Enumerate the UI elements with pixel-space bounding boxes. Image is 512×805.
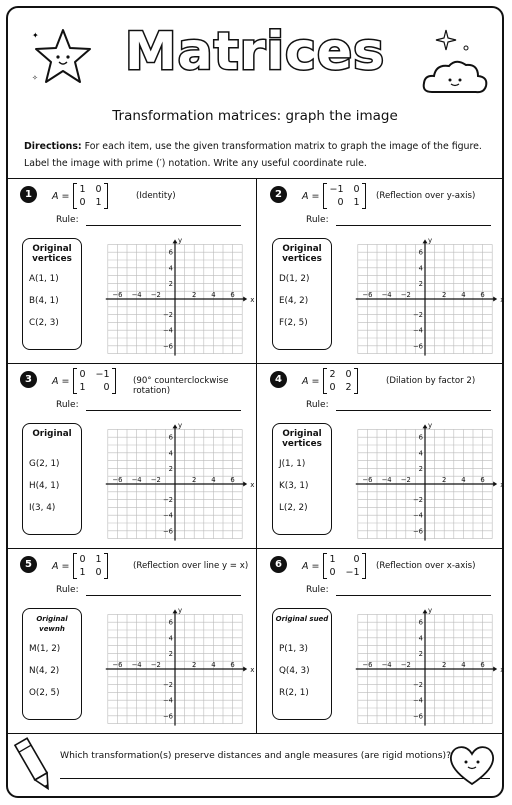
rule-label: Rule: xyxy=(56,400,79,410)
vertex-label: D(1, 2) xyxy=(279,274,310,284)
y-tick-label: −6 xyxy=(162,527,173,536)
y-tick-label: 2 xyxy=(168,649,173,658)
footer-question: Which transformation(s) preserve distances and angle measures (are rigid motions)? xyxy=(60,750,451,761)
vertices-box-title: Original sued xyxy=(275,615,329,623)
svg-text:✦: ✦ xyxy=(32,31,39,40)
matrix-entry: 0 xyxy=(337,197,344,208)
svg-text:✧: ✧ xyxy=(32,74,38,82)
y-tick-label: 6 xyxy=(168,248,173,257)
problem-number: 5 xyxy=(20,556,37,573)
y-tick-label: −2 xyxy=(162,681,173,690)
matrix-entry: 0 xyxy=(353,184,360,195)
coordinate-grid[interactable] xyxy=(103,418,253,543)
x-axis-arrow xyxy=(243,297,247,302)
matrix-bracket xyxy=(323,553,365,579)
page-subtitle: Transformation matrices: graph the image xyxy=(112,108,398,124)
x-tick-label: −4 xyxy=(131,291,142,299)
vertices-box-title: Original vertices xyxy=(282,244,322,264)
rule-answer-line[interactable] xyxy=(86,595,241,596)
vertices-box xyxy=(22,608,82,720)
vertices-box xyxy=(272,423,332,535)
matrix-entry: 0 xyxy=(353,554,360,565)
y-axis-arrow xyxy=(173,424,178,428)
coordinate-grid[interactable] xyxy=(353,603,503,728)
y-tick-label: −4 xyxy=(162,326,173,335)
x-tick-label: −6 xyxy=(362,661,373,669)
vertex-label: O(2, 5) xyxy=(29,688,60,698)
matrix-entry: 0 xyxy=(79,369,86,380)
vertex-label: I(3, 4) xyxy=(29,503,56,513)
problem-6 xyxy=(258,548,504,733)
divider-vertical xyxy=(256,178,257,733)
x-tick-label: −2 xyxy=(150,661,161,669)
y-tick-label: −4 xyxy=(162,696,173,705)
y-axis-label: y xyxy=(428,606,433,615)
problem-5 xyxy=(8,548,254,733)
matrix-entry: 1 xyxy=(79,382,86,393)
x-tick-label: 2 xyxy=(192,476,197,484)
vertex-label: C(2, 3) xyxy=(29,318,59,328)
x-tick-label: 6 xyxy=(480,291,485,299)
matrix-bracket xyxy=(323,183,365,209)
x-tick-label: 4 xyxy=(461,661,466,669)
transformation-description: (Reflection over line y = x) xyxy=(133,561,249,571)
rule-answer-line[interactable] xyxy=(336,410,491,411)
y-tick-label: 2 xyxy=(418,649,423,658)
problem-number: 2 xyxy=(270,186,287,203)
x-axis-arrow xyxy=(493,482,497,487)
coordinate-grid[interactable] xyxy=(103,233,253,358)
matrix-expression xyxy=(52,183,108,209)
vertex-label: L(2, 2) xyxy=(279,503,308,513)
x-tick-label: 4 xyxy=(211,661,216,669)
matrix-entry: 2 xyxy=(345,382,352,393)
rule-answer-line[interactable] xyxy=(336,225,491,226)
y-axis-arrow xyxy=(423,239,428,243)
matrix-prefix: A = xyxy=(52,190,70,202)
y-tick-label: −6 xyxy=(412,712,423,721)
x-tick-label: 2 xyxy=(192,291,197,299)
rule-label: Rule: xyxy=(306,215,329,225)
x-axis-label: x xyxy=(500,666,505,674)
x-axis-arrow xyxy=(243,482,247,487)
coordinate-grid[interactable] xyxy=(353,233,503,358)
vertex-label: F(2, 5) xyxy=(279,318,308,328)
vertex-label: G(2, 1) xyxy=(29,459,60,469)
vertices-box xyxy=(22,423,82,535)
x-tick-label: −6 xyxy=(112,476,123,484)
vertices-box-title: Original vertices xyxy=(32,244,72,264)
y-tick-label: 4 xyxy=(418,264,423,273)
matrix-entry: 0 xyxy=(79,554,86,565)
y-tick-label: 4 xyxy=(418,449,423,458)
x-tick-label: −4 xyxy=(381,661,392,669)
matrix-entry: 0 xyxy=(79,197,86,208)
y-tick-label: −2 xyxy=(412,311,423,320)
x-tick-label: −4 xyxy=(381,476,392,484)
matrix-bracket xyxy=(73,183,107,209)
heart-icon xyxy=(446,740,498,788)
problem-number: 4 xyxy=(270,371,287,388)
answer-line[interactable] xyxy=(60,778,490,779)
matrix-entry: 1 xyxy=(79,567,86,578)
rule-label: Rule: xyxy=(56,585,79,595)
matrix-entry: −1 xyxy=(345,567,360,578)
vertex-label: J(1, 1) xyxy=(279,459,306,469)
y-tick-label: 4 xyxy=(168,449,173,458)
vertices-box xyxy=(272,608,332,720)
matrix-expression xyxy=(302,183,366,209)
problem-number: 3 xyxy=(20,371,37,388)
y-axis-label: y xyxy=(178,606,183,615)
x-tick-label: 6 xyxy=(480,661,485,669)
y-tick-label: −6 xyxy=(162,342,173,351)
x-axis-label: x xyxy=(250,666,255,674)
x-tick-label: −4 xyxy=(381,291,392,299)
matrix-entry: 0 xyxy=(329,382,336,393)
x-tick-label: 6 xyxy=(230,291,235,299)
vertices-box xyxy=(272,238,332,350)
y-tick-label: 6 xyxy=(418,433,423,442)
matrix-prefix: A = xyxy=(302,375,320,387)
matrix-prefix: A = xyxy=(302,190,320,202)
vertex-label: P(1, 3) xyxy=(279,644,308,654)
x-axis-label: x xyxy=(500,296,505,304)
rule-label: Rule: xyxy=(306,400,329,410)
directions-body: For each item, use the given transformation matrix to graph the image of the figure. Label the image with prime (′) notation. Write any useful coordinate rule. xyxy=(24,141,482,169)
x-tick-label: −4 xyxy=(131,476,142,484)
y-tick-label: −2 xyxy=(162,311,173,320)
worksheet-page xyxy=(6,6,504,798)
y-tick-label: −4 xyxy=(412,511,423,520)
vertices-box-title: Original xyxy=(32,429,72,439)
rule-answer-line[interactable] xyxy=(336,595,491,596)
rule-answer-line[interactable] xyxy=(86,225,241,226)
coordinate-grid[interactable] xyxy=(353,418,503,543)
y-axis-label: y xyxy=(178,236,183,245)
transformation-description: (Dilation by factor 2) xyxy=(386,376,476,386)
x-tick-label: 4 xyxy=(211,291,216,299)
x-tick-label: 6 xyxy=(230,476,235,484)
y-axis-arrow xyxy=(423,424,428,428)
page-title: Matrices xyxy=(124,22,386,82)
vertices-box-title: Original vewnh xyxy=(36,615,68,633)
x-tick-label: 6 xyxy=(230,661,235,669)
y-tick-label: 4 xyxy=(418,634,423,643)
y-axis-label: y xyxy=(428,236,433,245)
y-tick-label: −4 xyxy=(412,696,423,705)
divider-bottom xyxy=(8,733,502,734)
matrix-expression xyxy=(302,368,358,394)
matrix-entry: 1 xyxy=(329,554,336,565)
y-tick-label: −2 xyxy=(412,681,423,690)
x-axis-arrow xyxy=(493,667,497,672)
y-tick-label: −2 xyxy=(162,496,173,505)
title-container xyxy=(8,22,502,82)
directions-label: Directions: xyxy=(24,141,82,152)
matrix-entry: 0 xyxy=(95,567,102,578)
y-axis-label: y xyxy=(428,421,433,430)
y-tick-label: 2 xyxy=(418,279,423,288)
transformation-description: (Reflection over x-axis) xyxy=(376,561,476,571)
x-tick-label: −6 xyxy=(112,291,123,299)
y-tick-label: 6 xyxy=(418,618,423,627)
problem-4 xyxy=(258,363,504,548)
vertex-label: Q(4, 3) xyxy=(279,666,310,676)
x-tick-label: −6 xyxy=(362,476,373,484)
x-tick-label: 2 xyxy=(442,661,447,669)
matrix-entry: 1 xyxy=(353,197,360,208)
x-tick-label: −6 xyxy=(362,291,373,299)
pencil-icon xyxy=(16,736,54,796)
rule-answer-line[interactable] xyxy=(86,410,241,411)
x-tick-label: −2 xyxy=(400,661,411,669)
x-tick-label: −6 xyxy=(112,661,123,669)
x-axis-arrow xyxy=(243,667,247,672)
problem-1 xyxy=(8,178,254,363)
y-axis-arrow xyxy=(423,609,428,613)
matrix-entry: 0 xyxy=(329,567,336,578)
matrix-bracket xyxy=(323,368,357,394)
x-axis-arrow xyxy=(493,297,497,302)
vertex-label: M(1, 2) xyxy=(29,644,61,654)
vertex-label: N(4, 2) xyxy=(29,666,60,676)
transformation-description: (90° counterclockwise rotation) xyxy=(133,376,229,396)
x-tick-label: −2 xyxy=(150,291,161,299)
y-tick-label: −6 xyxy=(412,527,423,536)
matrix-expression xyxy=(302,553,366,579)
y-axis-arrow xyxy=(173,239,178,243)
x-axis-label: x xyxy=(250,481,255,489)
y-tick-label: 4 xyxy=(168,634,173,643)
problem-3 xyxy=(8,363,254,548)
transformation-description: (Reflection over y-axis) xyxy=(376,191,476,201)
matrix-entry: −1 xyxy=(329,184,344,195)
vertices-box xyxy=(22,238,82,350)
directions-text xyxy=(24,138,494,172)
matrix-expression xyxy=(52,368,116,394)
vertex-label: K(3, 1) xyxy=(279,481,309,491)
x-tick-label: 2 xyxy=(442,291,447,299)
vertex-label: A(1, 1) xyxy=(29,274,59,284)
x-tick-label: 2 xyxy=(442,476,447,484)
vertex-label: H(4, 1) xyxy=(29,481,60,491)
x-tick-label: 4 xyxy=(211,476,216,484)
matrix-entry: 1 xyxy=(79,184,86,195)
matrix-entry: −1 xyxy=(95,369,110,380)
matrix-bracket xyxy=(73,368,115,394)
x-tick-label: −2 xyxy=(150,476,161,484)
y-axis-label: y xyxy=(178,421,183,430)
x-tick-label: 2 xyxy=(192,661,197,669)
problem-number: 6 xyxy=(270,556,287,573)
y-tick-label: −4 xyxy=(162,511,173,520)
x-tick-label: −2 xyxy=(400,476,411,484)
y-tick-label: −6 xyxy=(162,712,173,721)
y-tick-label: 2 xyxy=(168,279,173,288)
y-tick-label: 6 xyxy=(168,618,173,627)
y-tick-label: 4 xyxy=(168,264,173,273)
y-tick-label: 2 xyxy=(168,464,173,473)
matrix-prefix: A = xyxy=(52,560,70,572)
coordinate-grid[interactable] xyxy=(103,603,253,728)
y-axis-arrow xyxy=(173,609,178,613)
transformation-description: (Identity) xyxy=(136,191,176,201)
matrix-entry: 0 xyxy=(95,184,102,195)
y-tick-label: 6 xyxy=(418,248,423,257)
x-tick-label: 6 xyxy=(480,476,485,484)
y-tick-label: 2 xyxy=(418,464,423,473)
y-tick-label: 6 xyxy=(168,433,173,442)
x-axis-label: x xyxy=(500,481,505,489)
matrix-entry: 1 xyxy=(95,197,102,208)
matrix-entry: 2 xyxy=(329,369,336,380)
y-tick-label: −6 xyxy=(412,342,423,351)
matrix-prefix: A = xyxy=(302,560,320,572)
rule-label: Rule: xyxy=(306,585,329,595)
problem-number: 1 xyxy=(20,186,37,203)
y-tick-label: −4 xyxy=(412,326,423,335)
problem-2 xyxy=(258,178,504,363)
rule-label: Rule: xyxy=(56,215,79,225)
vertices-box-title: Original vertices xyxy=(282,429,322,449)
x-tick-label: 4 xyxy=(461,476,466,484)
matrix-bracket xyxy=(73,553,107,579)
matrix-expression xyxy=(52,553,108,579)
matrix-entry: 1 xyxy=(95,554,102,565)
matrix-prefix: A = xyxy=(52,375,70,387)
vertex-label: E(4, 2) xyxy=(279,296,309,306)
y-tick-label: −2 xyxy=(412,496,423,505)
vertex-label: B(4, 1) xyxy=(29,296,59,306)
matrix-entry: 0 xyxy=(103,382,110,393)
x-axis-label: x xyxy=(250,296,255,304)
x-tick-label: 4 xyxy=(461,291,466,299)
x-tick-label: −4 xyxy=(131,661,142,669)
x-tick-label: −2 xyxy=(400,291,411,299)
matrix-entry: 0 xyxy=(345,369,352,380)
vertex-label: R(2, 1) xyxy=(279,688,309,698)
